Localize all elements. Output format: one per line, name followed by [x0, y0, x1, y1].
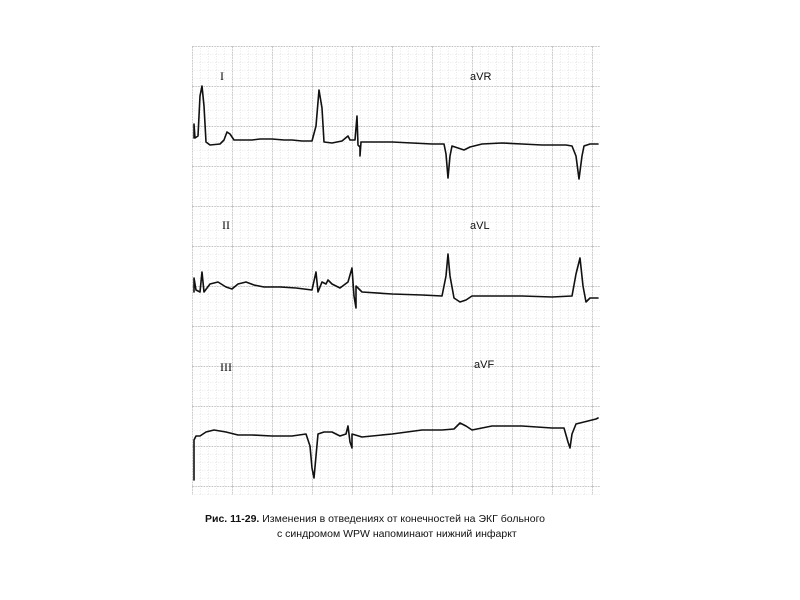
figure-caption — [205, 512, 625, 542]
ecg-chart — [192, 46, 600, 495]
lead-label-iii: III — [220, 360, 232, 374]
ecg-figure — [192, 46, 600, 495]
caption-line-1 — [205, 512, 625, 527]
lead-label-i: I — [220, 69, 224, 83]
caption-line-2: с синдромом WPW напоминают нижний инфаркт — [277, 528, 517, 540]
caption-prefix: Рис. 11-29. — [205, 513, 260, 525]
lead-label-ii: II — [222, 218, 230, 232]
lead-label-avl: aVL — [470, 220, 490, 232]
lead-label-avr: aVR — [470, 71, 492, 83]
caption-text-1: Изменения в отведениях от конечностей на ЭКГ больного — [262, 513, 546, 525]
lead-label-avf: aVF — [474, 359, 495, 371]
